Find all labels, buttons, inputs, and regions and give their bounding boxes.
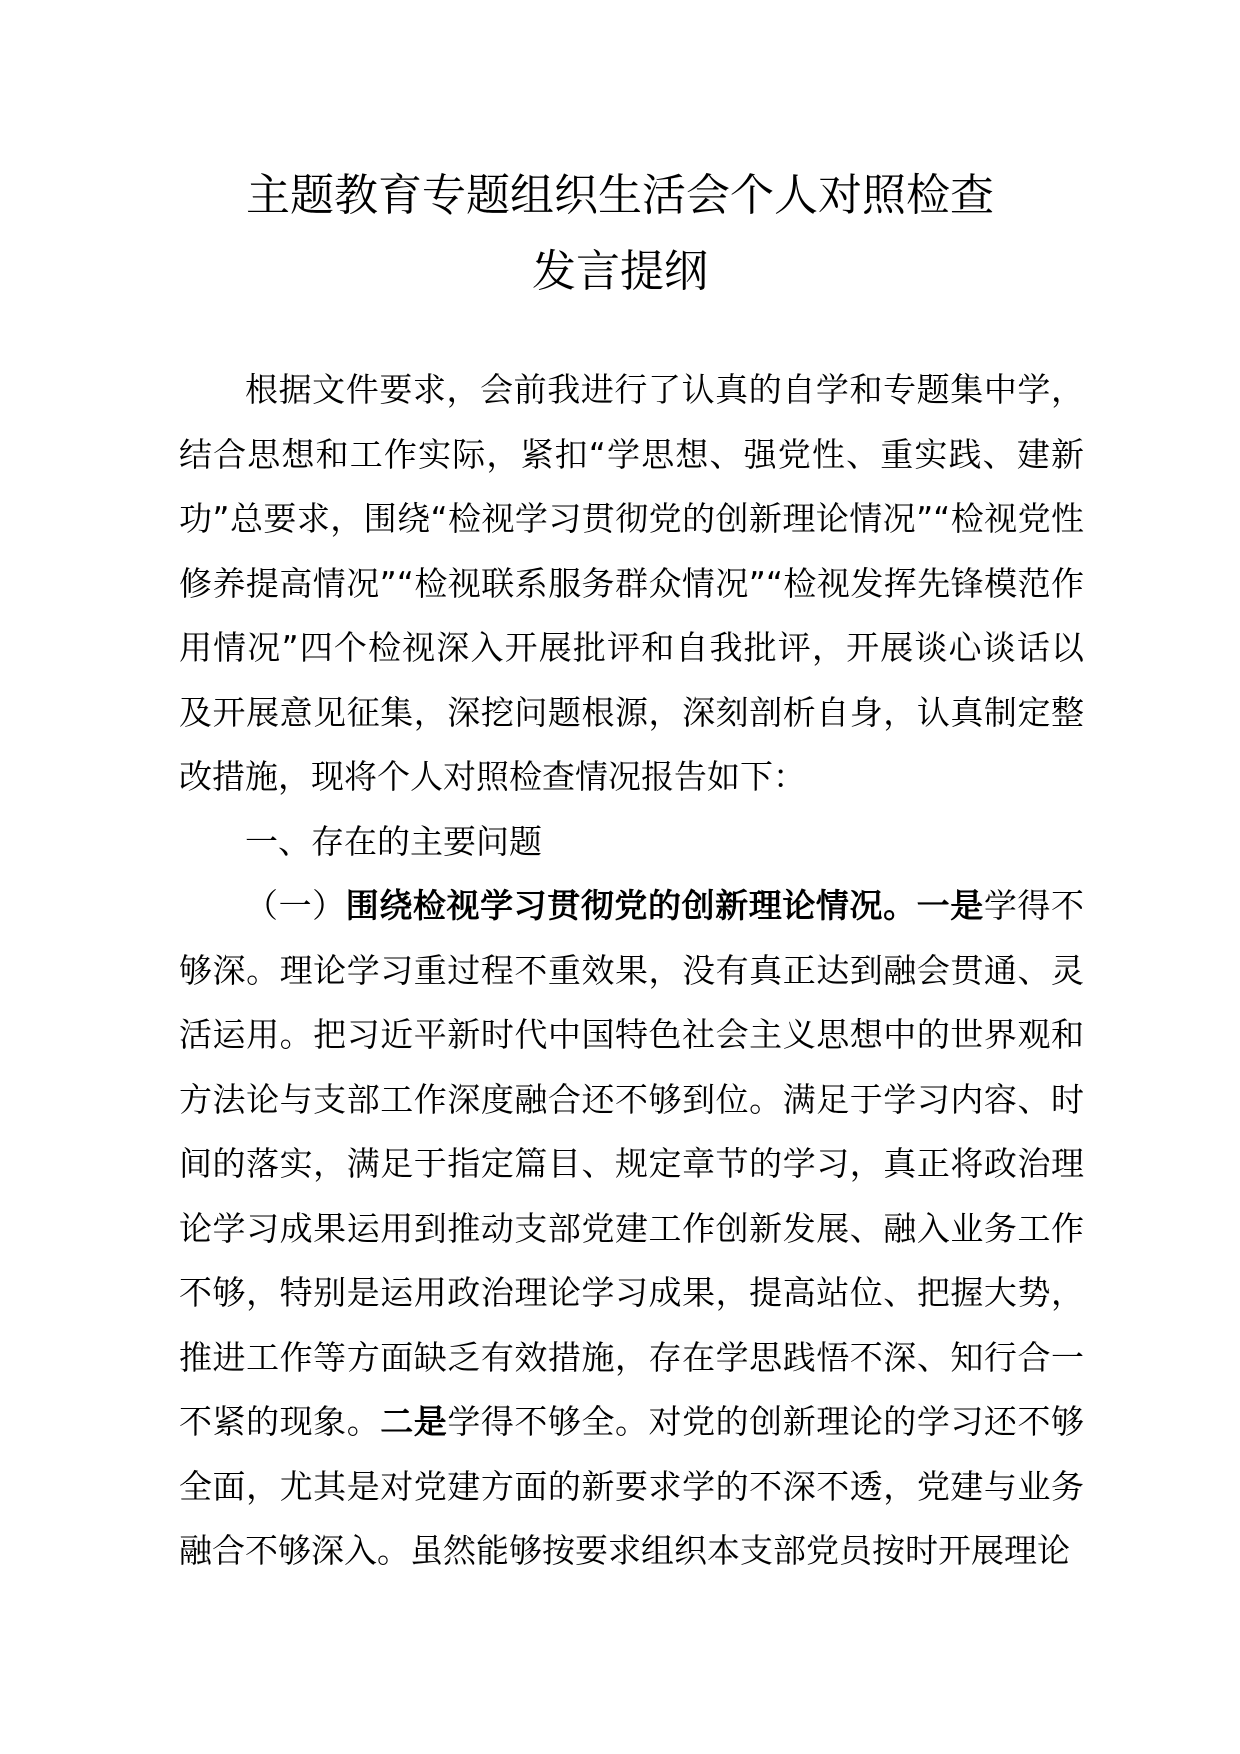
point-2-label: 二是 <box>380 1402 448 1441</box>
title-line-2: 发言提纲 <box>532 246 708 297</box>
subsection-title: 围绕检视学习贯彻党的创新理论情况。 <box>345 886 917 925</box>
point-1-text: 学得不够深。理论学习重过程不重效果，没有真正达到融会贯通、灵活运用。把习近平新时代中国特色社会主义思想中的世界观和方法论与支部工作深度融合还不够到位。满足于学习内容、时间的落实，满足于指定篇目、规定章节的学习，真正将政治理论学习成果运用到推动支部党建工作创新发展、融入业务工作不够，特别是运用政治理论学习成果，提高站位、把握大势，推进工作等方面缺乏有效措施，存在学思践悟不深、知行合一不紧的现象。 <box>179 886 1085 1441</box>
document-title <box>0 158 1240 310</box>
section-heading-1: 一、存在的主要问题 <box>245 821 542 861</box>
point-1-label: 一是 <box>916 886 984 925</box>
document-body <box>179 358 1084 1584</box>
subsection-paragraph-1 <box>179 874 1084 1584</box>
intro-paragraph: 根据文件要求，会前我进行了认真的自学和专题集中学，结合思想和工作实际，紧扣“学思想、强党性、重实践、建新功”总要求，围绕“检视学习贯彻党的创新理论情况”“检视党性修养提高情况”“检视联系服务群众情况”“检视发挥先锋模范作用情况”四个检视深入开展批评和自我批评，开展谈心谈话以及开展意见征集，深挖问题根源，深刻剖析自身，认真制定整改措施，现将个人对照检查情况报告如下： <box>179 370 1084 796</box>
point-2-text: 学得不够全。对党的创新理论的学习还不够全面，尤其是对党建方面的新要求学的不深不透，党建与业务融合不够深入。虽然能够按要求组织本支部党员按时开展理论 <box>179 1402 1085 1570</box>
subsection-prefix: （一） <box>245 886 346 925</box>
title-line-1: 主题教育专题组织生活会个人对照检查 <box>246 170 994 221</box>
